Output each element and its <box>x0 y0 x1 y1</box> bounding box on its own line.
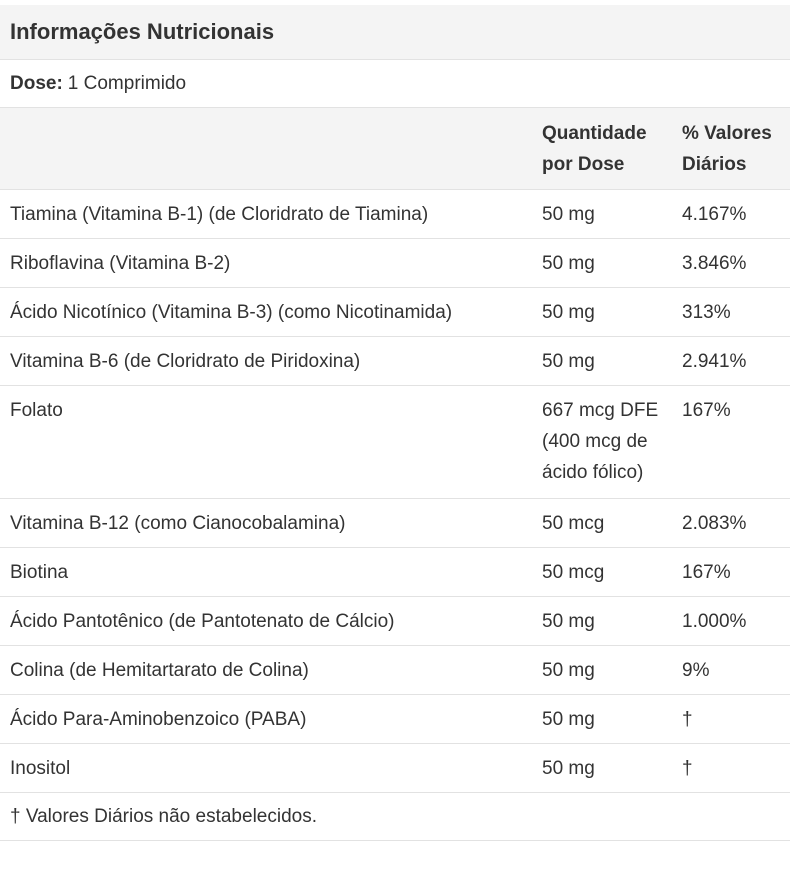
panel-title: Informações Nutricionais <box>10 19 275 44</box>
nutrient-daily-value: † <box>672 744 790 793</box>
table-row <box>0 337 790 386</box>
header-nutrient <box>0 108 532 190</box>
nutrient-amount: 50 mcg <box>532 499 672 548</box>
nutrient-daily-value: 9% <box>672 646 790 695</box>
nutrient-amount: 50 mg <box>532 337 672 386</box>
nutrient-amount: 667 mcg DFE (400 mcg de ácido fólico) <box>532 386 672 499</box>
table-row <box>0 239 790 288</box>
dose-row <box>0 60 790 108</box>
table-row <box>0 646 790 695</box>
nutrient-daily-value: 167% <box>672 386 790 499</box>
header-amount: Quantidade por Dose <box>532 108 672 190</box>
nutrient-amount: 50 mg <box>532 239 672 288</box>
nutrient-daily-value: 3.846% <box>672 239 790 288</box>
nutrient-daily-value: 4.167% <box>672 190 790 239</box>
nutrient-amount: 50 mg <box>532 695 672 744</box>
table-row <box>0 190 790 239</box>
header-daily-value: % Valores Diários <box>672 108 790 190</box>
nutrient-name: Ácido Pantotênico (de Pantotenato de Cálcio) <box>0 597 532 646</box>
footnote: † Valores Diários não estabelecidos. <box>0 793 790 841</box>
nutrient-amount: 50 mg <box>532 744 672 793</box>
nutrient-daily-value: 2.083% <box>672 499 790 548</box>
nutrient-daily-value: 167% <box>672 548 790 597</box>
table-row <box>0 386 790 499</box>
nutrient-name: Ácido Nicotínico (Vitamina B-3) (como Nicotinamida) <box>0 288 532 337</box>
nutrient-name: Folato <box>0 386 532 499</box>
table-header-row <box>0 108 790 190</box>
nutrient-name: Tiamina (Vitamina B-1) (de Cloridrato de Tiamina) <box>0 190 532 239</box>
table-row <box>0 695 790 744</box>
dose-label: Dose: <box>10 72 63 94</box>
table-row <box>0 499 790 548</box>
nutrient-name: Riboflavina (Vitamina B-2) <box>0 239 532 288</box>
nutrient-amount: 50 mg <box>532 190 672 239</box>
nutrient-amount: 50 mg <box>532 597 672 646</box>
table-row <box>0 548 790 597</box>
nutrition-table <box>0 108 790 793</box>
nutrient-daily-value: 1.000% <box>672 597 790 646</box>
dose-value: 1 Comprimido <box>67 72 187 94</box>
table-row <box>0 597 790 646</box>
nutrient-name: Colina (de Hemitartarato de Colina) <box>0 646 532 695</box>
table-row <box>0 288 790 337</box>
nutrient-daily-value: † <box>672 695 790 744</box>
nutrient-name: Biotina <box>0 548 532 597</box>
nutrient-amount: 50 mg <box>532 288 672 337</box>
nutrient-amount: 50 mcg <box>532 548 672 597</box>
table-row <box>0 744 790 793</box>
nutrient-daily-value: 2.941% <box>672 337 790 386</box>
nutrient-name: Ácido Para-Aminobenzoico (PABA) <box>0 695 532 744</box>
nutrient-name: Inositol <box>0 744 532 793</box>
nutrition-facts-panel <box>0 5 790 841</box>
nutrient-amount: 50 mg <box>532 646 672 695</box>
nutrient-name: Vitamina B-6 (de Cloridrato de Piridoxina) <box>0 337 532 386</box>
panel-header <box>0 5 790 60</box>
nutrient-daily-value: 313% <box>672 288 790 337</box>
nutrient-name: Vitamina B-12 (como Cianocobalamina) <box>0 499 532 548</box>
